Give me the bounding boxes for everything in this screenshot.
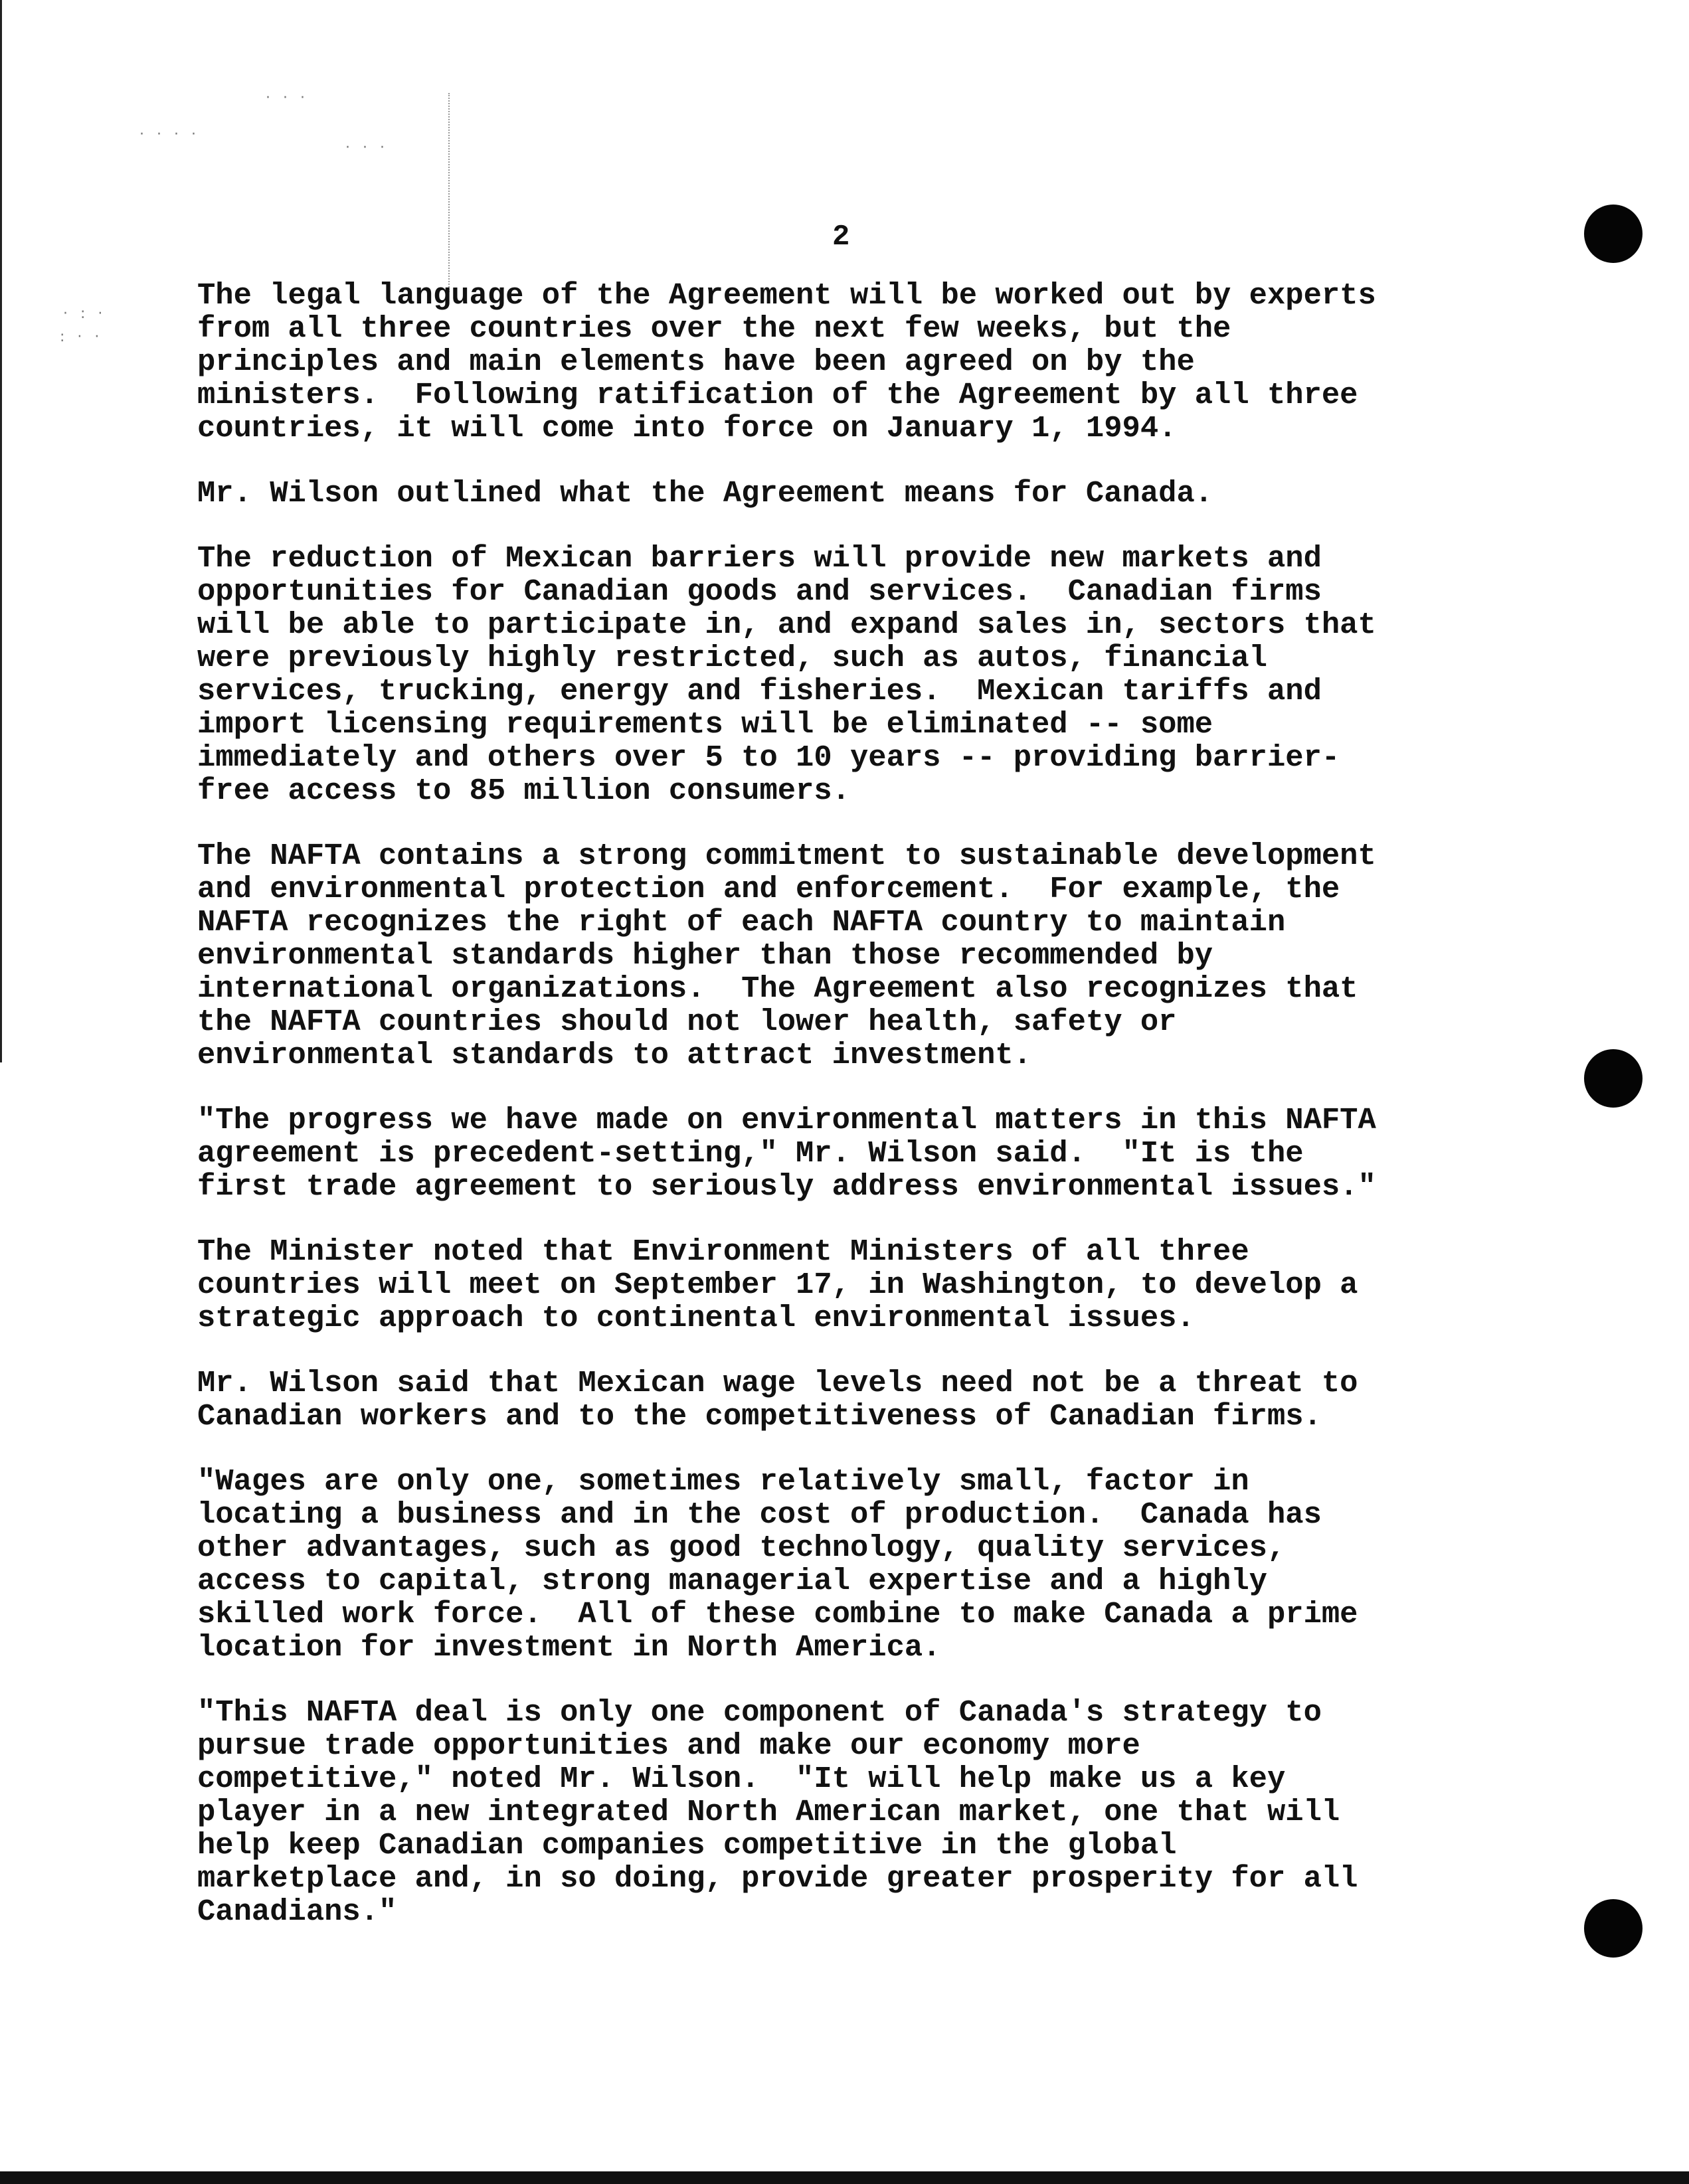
paragraph <box>197 1367 1526 1433</box>
paragraph <box>197 279 1526 445</box>
paragraph <box>197 542 1526 807</box>
text-line: from all three countries over the next few weeks, but the <box>197 311 1231 346</box>
text-line: player in a new integrated North American market, one that will <box>197 1795 1340 1829</box>
paragraph <box>197 1235 1526 1335</box>
paragraph <box>197 1104 1526 1203</box>
text-line: The Minister noted that Environment Ministers of all three <box>197 1234 1249 1269</box>
scan-line <box>448 93 450 292</box>
text-line: first trade agreement to seriously address environmental issues." <box>197 1169 1376 1204</box>
text-line: countries will meet on September 17, in Washington, to develop a <box>197 1268 1358 1302</box>
text-line: "The progress we have made on environmental matters in this NAFTA <box>197 1103 1376 1137</box>
text-line: agreement is precedent-setting," Mr. Wilson said. "It is the <box>197 1136 1304 1171</box>
page-number: 2 <box>832 220 850 254</box>
text-line: The legal language of the Agreement will be worked out by experts <box>197 278 1376 313</box>
text-line: skilled work force. All of these combine to make Canada a prime <box>197 1597 1358 1632</box>
text-line: principles and main elements have been agreed on by the <box>197 345 1195 379</box>
paragraph <box>197 839 1526 1072</box>
scan-speck: · · · · <box>139 126 200 143</box>
text-line: competitive," noted Mr. Wilson. "It will help make us a key <box>197 1762 1286 1796</box>
punch-hole-top <box>1584 205 1643 263</box>
paragraph <box>197 1465 1526 1664</box>
scan-left-edge <box>0 0 2 1062</box>
text-line: countries, it will come into force on January 1, 1994. <box>197 411 1177 446</box>
scan-speck: · · · <box>345 139 389 156</box>
document-body <box>197 279 1526 1960</box>
text-line: "This NAFTA deal is only one component of Canada's strategy to <box>197 1695 1322 1730</box>
text-line: location for investment in North America. <box>197 1630 941 1665</box>
text-line: services, trucking, energy and fisheries. Mexican tariffs and <box>197 674 1322 709</box>
text-line: Canadian workers and to the competitiveness of Canadian firms. <box>197 1399 1322 1434</box>
text-line: and environmental protection and enforcement. For example, the <box>197 872 1340 906</box>
text-line: other advantages, such as good technology, quality services, <box>197 1531 1286 1565</box>
punch-hole-bottom <box>1584 1899 1643 1958</box>
scan-speck: · · · <box>266 90 309 106</box>
text-line: were previously highly restricted, such as autos, financial <box>197 641 1267 675</box>
text-line: free access to 85 million consumers. <box>197 774 850 808</box>
text-line: help keep Canadian companies competitive in the global <box>197 1828 1177 1863</box>
text-line: strategic approach to continental environmental issues. <box>197 1301 1195 1335</box>
text-line: international organizations. The Agreement also recognizes that <box>197 971 1358 1006</box>
text-line: Mr. Wilson outlined what the Agreement means for Canada. <box>197 476 1213 511</box>
text-line: environmental standards to attract investment. <box>197 1038 1032 1072</box>
text-line: Canadians." <box>197 1894 397 1929</box>
text-line: The reduction of Mexican barriers will provide new markets and <box>197 541 1322 576</box>
text-line: "Wages are only one, sometimes relatively small, factor in <box>197 1464 1249 1499</box>
text-line: immediately and others over 5 to 10 years -- providing barrier- <box>197 740 1340 775</box>
text-line: The NAFTA contains a strong commitment to sustainable development <box>197 839 1376 873</box>
scan-bottom-edge <box>0 2171 1689 2184</box>
text-line: access to capital, strong managerial expertise and a highly <box>197 1564 1267 1598</box>
text-line: pursue trade opportunities and make our economy more <box>197 1728 1140 1763</box>
text-line: Mr. Wilson said that Mexican wage levels need not be a threat to <box>197 1366 1358 1400</box>
text-line: import licensing requirements will be eliminated -- some <box>197 707 1213 742</box>
paragraph <box>197 477 1526 510</box>
text-line: environmental standards higher than those recommended by <box>197 938 1213 973</box>
text-line: the NAFTA countries should not lower health, safety or <box>197 1005 1177 1039</box>
text-line: ministers. Following ratification of the Agreement by all three <box>197 378 1358 412</box>
text-line: marketplace and, in so doing, provide greater prosperity for all <box>197 1861 1358 1896</box>
text-line: NAFTA recognizes the right of each NAFTA country to maintain <box>197 905 1286 940</box>
punch-hole-middle <box>1584 1049 1643 1108</box>
scan-speck: : · · <box>60 329 104 345</box>
paragraph <box>197 1696 1526 1928</box>
text-line: opportunities for Canadian goods and services. Canadian firms <box>197 574 1322 609</box>
text-line: will be able to participate in, and expand sales in, sectors that <box>197 608 1376 642</box>
scan-speck: · : · <box>63 305 107 322</box>
text-line: locating a business and in the cost of production. Canada has <box>197 1497 1322 1532</box>
